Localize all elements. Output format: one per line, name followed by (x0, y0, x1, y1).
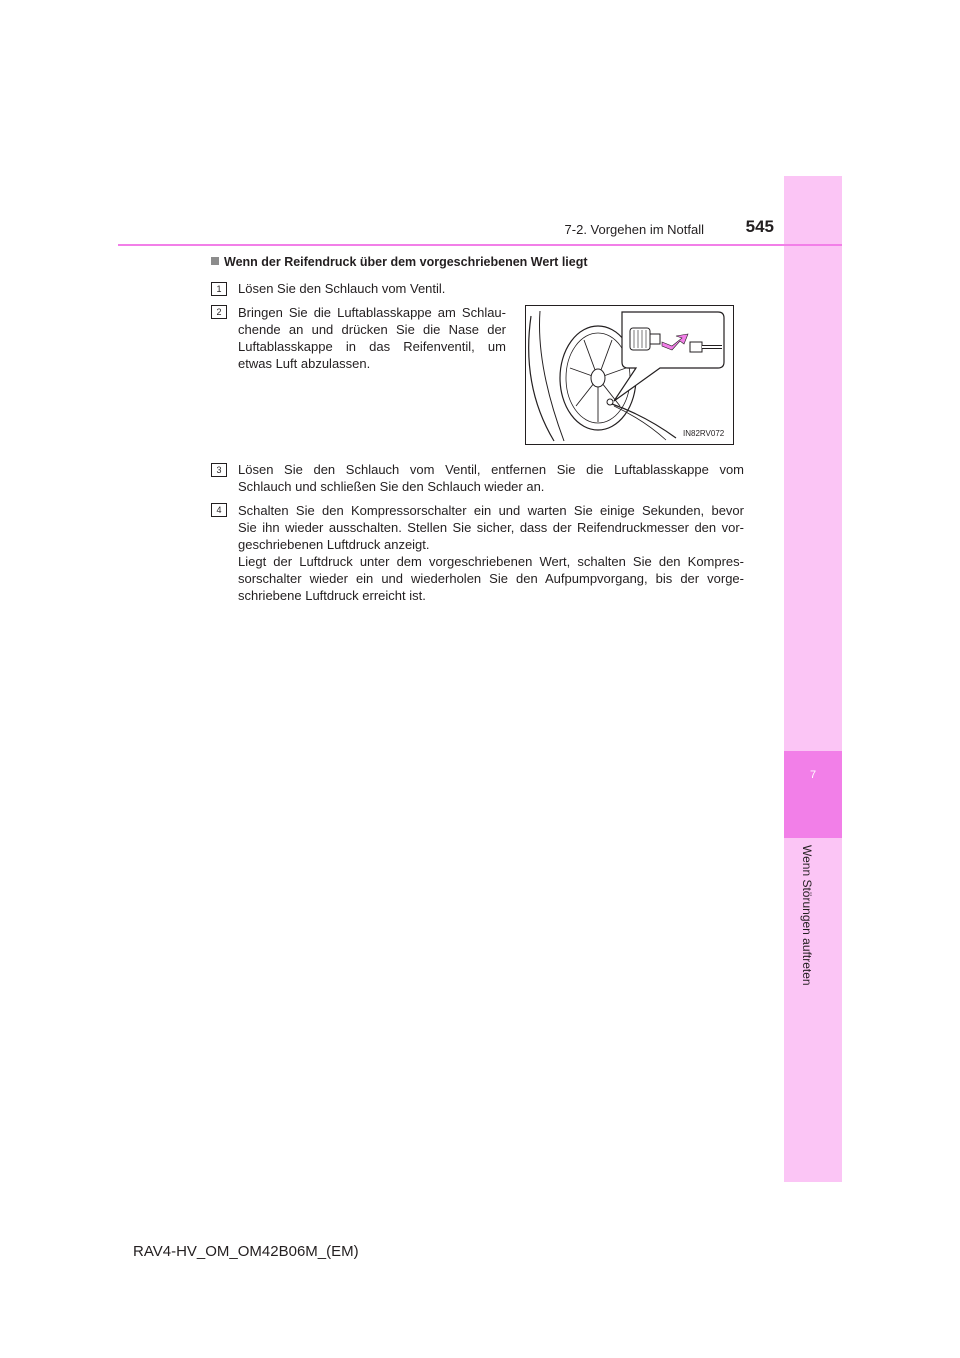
step-1-line-1: Lösen Sie den Schlauch vom Ventil. (238, 281, 446, 296)
step-4-line-4: Liegt der Luftdruck unter dem vorgeschriebenen Wert, schalten Sie den Kompres- (238, 554, 744, 569)
illustration-code: IN82RV072 (683, 429, 725, 438)
step-2-line-1: Bringen Sie die Luftablasskappe am Schlau- (238, 305, 506, 320)
square-bullet-icon (211, 257, 219, 265)
step-4-text (238, 502, 744, 604)
chapter-number: 7 (809, 769, 817, 781)
step-2-text (238, 304, 506, 372)
step-4-line-3: geschriebenen Luftdruck anzeigt. (238, 537, 430, 552)
step-2-line-4: etwas Luft abzulassen. (238, 356, 371, 371)
header-divider (118, 244, 842, 246)
step-3-line-1: Lösen Sie den Schlauch vom Ventil, entfernen Sie die Luftablasskappe vom (238, 462, 744, 477)
step-number-2: 2 (211, 305, 227, 319)
step-2-line-2: chende an und drücken Sie die Nase der (238, 322, 506, 337)
chapter-title: Wenn Störungen auftreten (800, 845, 814, 986)
step-number-1: 1 (211, 282, 227, 296)
step-4-line-6: schriebene Luftdruck erreicht ist. (238, 588, 426, 603)
tire-valve-deflation-illustration-icon (526, 306, 733, 444)
tire-valve-illustration (525, 305, 734, 445)
step-3-text (238, 461, 744, 495)
document-code: RAV4-HV_OM_OM42B06M_(EM) (133, 1243, 359, 1260)
step-4-line-1: Schalten Sie den Kompressorschalter ein und warten Sie einige Sekunden, bevor (238, 503, 744, 518)
step-3-line-2: Schlauch und schließen Sie den Schlauch wieder an. (238, 479, 545, 494)
chapter-sidebar (784, 176, 842, 1182)
section-title: 7-2. Vorgehen im Notfall (564, 222, 704, 237)
step-number-3: 3 (211, 463, 227, 477)
step-2-line-3: Luftablasskappe in das Reifenventil, um (238, 339, 506, 354)
heading-text: Wenn der Reifendruck über dem vorgeschriebenen Wert liegt (224, 255, 588, 269)
subsection-heading (211, 255, 751, 269)
step-4-line-5: sorschalter wieder ein und wiederholen Sie den Aufpumpvorgang, bis der vorge- (238, 571, 744, 586)
step-4-line-2: Sie ihn wieder ausschalten. Stellen Sie sicher, dass der Reifendruckmesser den vor- (238, 520, 744, 535)
page-number: 545 (745, 217, 774, 236)
step-1-text (238, 280, 538, 297)
chapter-tab (784, 751, 842, 838)
step-number-4: 4 (211, 503, 227, 517)
